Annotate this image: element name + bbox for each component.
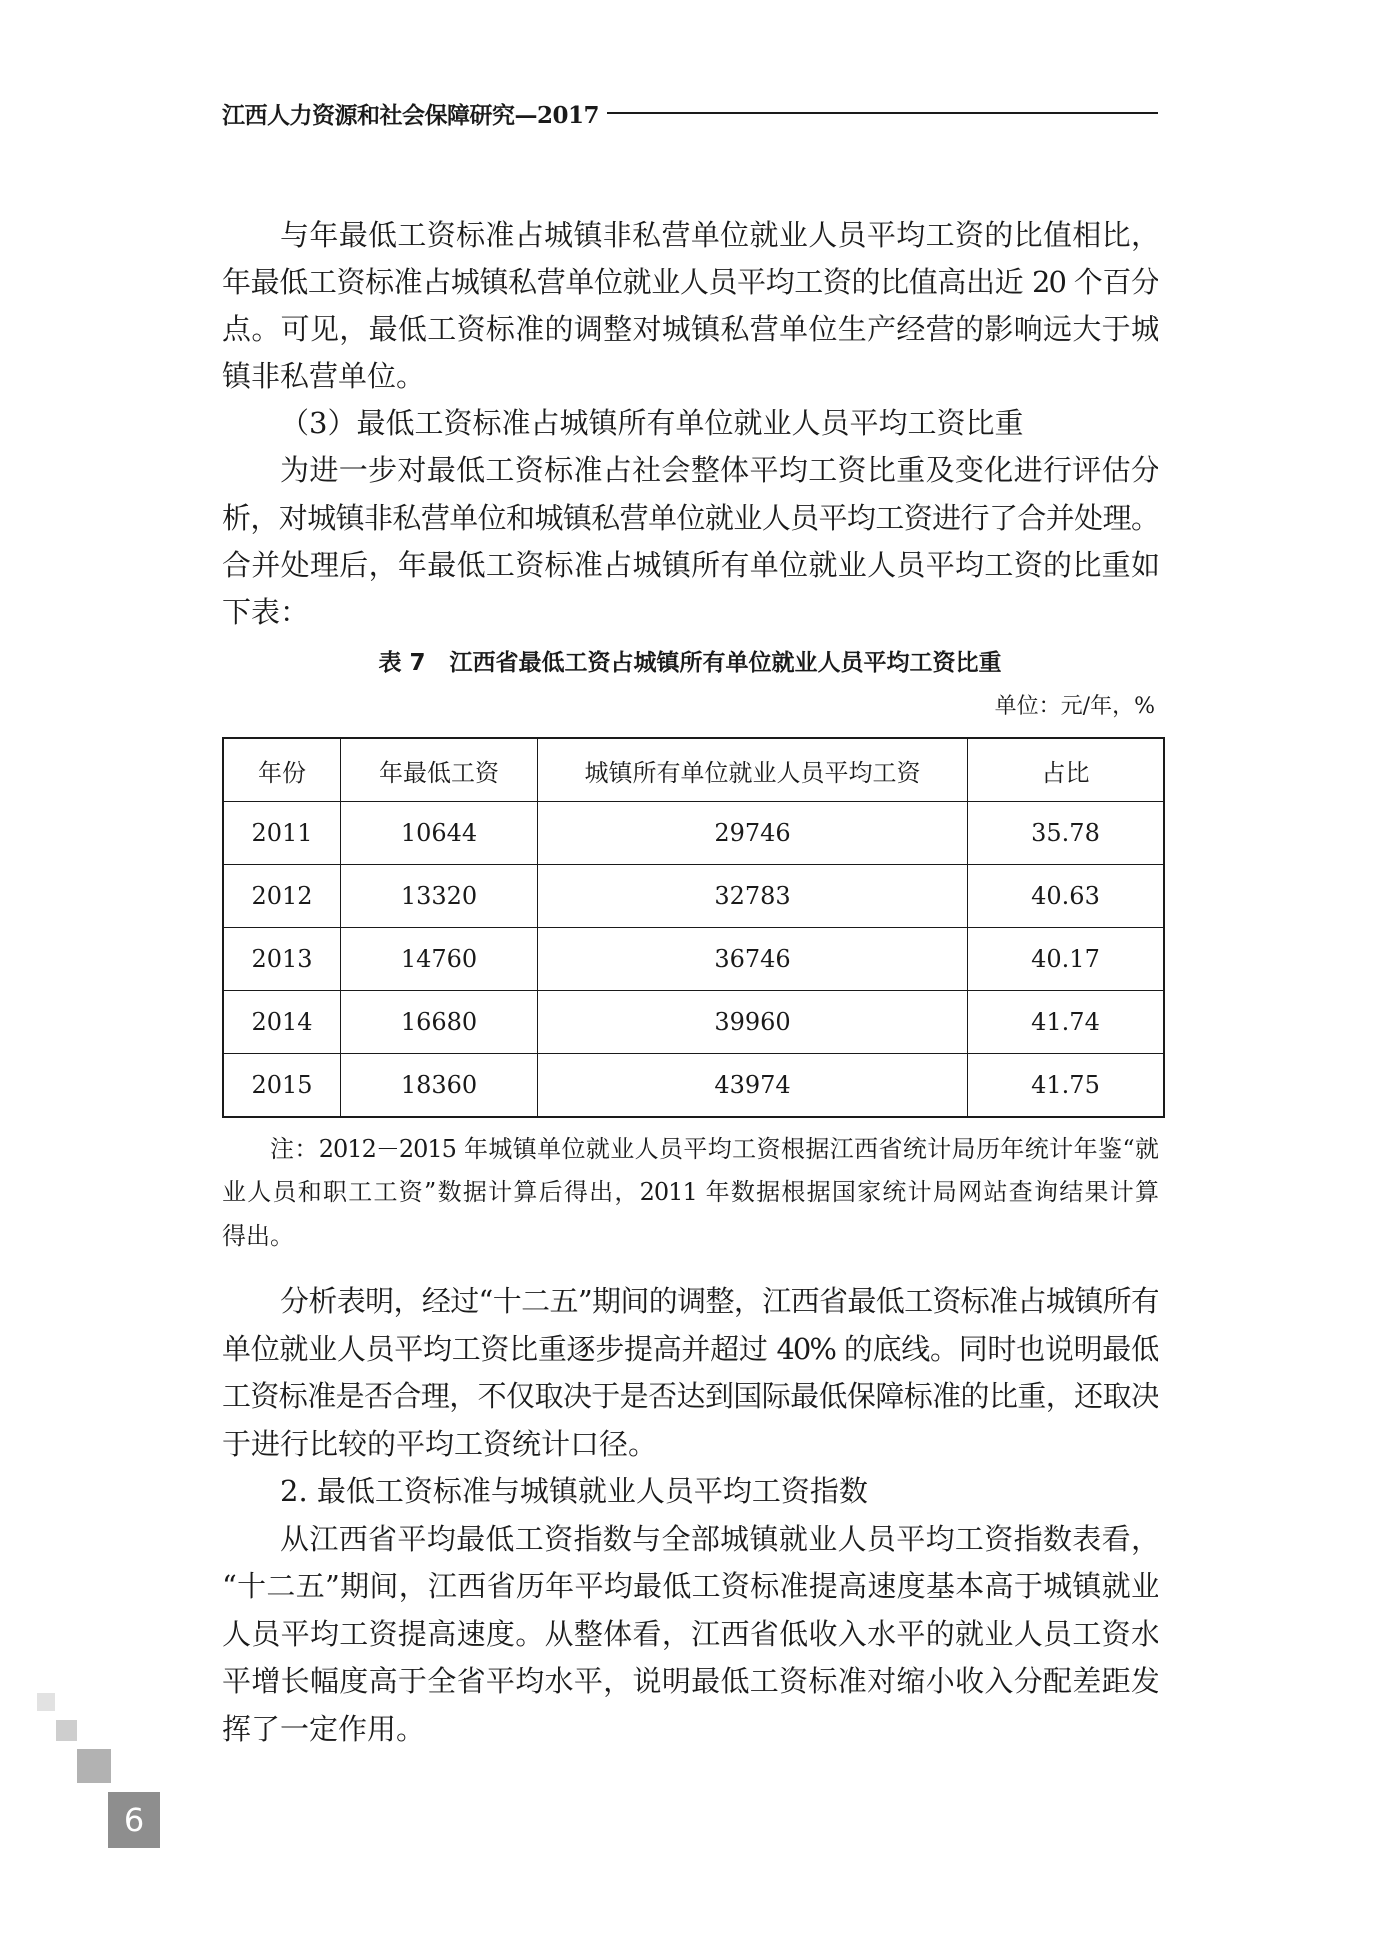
note-line: 注：2012－2015 年城镇单位就业人员平均工资根据江西省统计局历年统计年鉴“就	[270, 1135, 1158, 1163]
cell-ratio: 41.75	[968, 1054, 1165, 1118]
cell-year: 2012	[223, 865, 341, 928]
body-section-bottom	[222, 1278, 1158, 1753]
paragraph-analysis	[222, 1278, 1158, 1468]
note-line: 业人员和职工工资”数据计算后得出，2011 年数据根据国家统计局网站查询结果计算	[222, 1178, 1158, 1207]
paragraph-line: 合并处理后，年最低工资标准占城镇所有单位就业人员平均工资的比重如	[222, 547, 1158, 582]
paragraph-line: “十二五”期间，江西省历年平均最低工资标准提高速度基本高于城镇就业	[222, 1569, 1158, 1603]
cell-min-wage: 13320	[341, 865, 538, 928]
note-line: 得出。	[222, 1221, 294, 1250]
table-row	[223, 865, 1164, 928]
running-head	[222, 97, 1158, 129]
paragraph-line: 点。可见，最低工资标准的调整对城镇私营单位生产经营的影响远大于城	[222, 312, 1158, 347]
column-header-avg-wage: 城镇所有单位就业人员平均工资	[538, 738, 968, 802]
column-header-ratio: 占比	[968, 738, 1165, 802]
paragraph-line: 挥了一定作用。	[222, 1711, 426, 1746]
table-head	[223, 738, 1164, 802]
running-head-title: 江西人力资源和社会保障研究—2017	[222, 101, 600, 129]
cell-year: 2013	[223, 928, 341, 991]
paragraph-line: 平增长幅度高于全省平均水平，说明最低工资标准对缩小收入分配差距发	[222, 1664, 1158, 1698]
paragraph-line: 年最低工资标准占城镇私营单位就业人员平均工资的比值高出近 20 个百分	[222, 265, 1158, 300]
column-header-year: 年份	[223, 738, 341, 802]
table-header-row	[223, 738, 1164, 802]
table-row	[223, 802, 1164, 865]
cell-year: 2014	[223, 991, 341, 1054]
wage-ratio-table	[222, 737, 1165, 1118]
subheading-2: 2. 最低工资标准与城镇就业人员平均工资指数	[280, 1474, 868, 1508]
cell-min-wage: 16680	[341, 991, 538, 1054]
paragraph-wage-index	[222, 1516, 1158, 1754]
table-row	[223, 928, 1164, 991]
cell-min-wage: 18360	[341, 1054, 538, 1118]
cell-avg-wage: 39960	[538, 991, 968, 1054]
column-header-min-wage: 年最低工资	[341, 738, 538, 802]
paragraph-line: 镇非私营单位。	[222, 359, 426, 394]
cell-ratio: 40.63	[968, 865, 1165, 928]
paragraph-line: 下表：	[222, 594, 310, 629]
cell-min-wage: 14760	[341, 928, 538, 991]
page-number-box	[108, 1792, 160, 1848]
body-section-top	[222, 212, 1158, 636]
cell-avg-wage: 36746	[538, 928, 968, 991]
table-number: 表 7	[378, 650, 426, 676]
cell-avg-wage: 43974	[538, 1054, 968, 1118]
paragraph-line: 为进一步对最低工资标准占社会整体平均工资比重及变化进行评估分	[280, 453, 1158, 488]
cell-ratio: 40.17	[968, 928, 1165, 991]
paragraph-line: 单位就业人员平均工资比重逐步提高并超过 40% 的底线。同时也说明最低	[222, 1331, 1158, 1366]
cell-ratio: 41.74	[968, 991, 1165, 1054]
table-caption	[222, 649, 1158, 677]
paragraph-merge-processing	[222, 447, 1158, 635]
table-body	[223, 802, 1164, 1118]
paragraph-private-ratio-comparison	[222, 212, 1158, 400]
paragraph-line: 工资标准是否合理，不仅取决于是否达到国际最低保障标准的比重，还取决	[222, 1379, 1158, 1413]
paragraph-line: 与年最低工资标准占城镇非私营单位就业人员平均工资的比值相比，	[280, 218, 1158, 252]
cell-year: 2011	[223, 802, 341, 865]
cell-avg-wage: 32783	[538, 865, 968, 928]
corner-square-medium	[56, 1720, 77, 1741]
cell-year: 2015	[223, 1054, 341, 1118]
running-head-rule	[607, 112, 1158, 114]
paragraph-line: 从江西省平均最低工资指数与全部城镇就业人员平均工资指数表看，	[280, 1521, 1158, 1556]
paragraph-line: 分析表明，经过“十二五”期间的调整，江西省最低工资标准占城镇所有	[280, 1284, 1158, 1318]
table-row	[223, 991, 1164, 1054]
page-number: 6	[123, 1801, 145, 1839]
table-note	[222, 1128, 1158, 1258]
table-title: 江西省最低工资占城镇所有单位就业人员平均工资比重	[449, 650, 1002, 676]
table-row	[223, 1054, 1164, 1118]
corner-square-small	[37, 1693, 55, 1711]
paragraph-line: 于进行比较的平均工资统计口径。	[222, 1426, 658, 1461]
cell-ratio: 35.78	[968, 802, 1165, 865]
corner-square-large	[77, 1749, 111, 1783]
subheading-3: （3）最低工资标准占城镇所有单位就业人员平均工资比重	[280, 406, 1024, 441]
cell-min-wage: 10644	[341, 802, 538, 865]
cell-avg-wage: 29746	[538, 802, 968, 865]
paragraph-line: 人员平均工资提高速度。从整体看，江西省低收入水平的就业人员工资水	[222, 1616, 1158, 1651]
paragraph-line: 析，对城镇非私营单位和城镇私营单位就业人员平均工资进行了合并处理。	[222, 500, 1158, 535]
table-unit: 单位：元/年，%	[994, 694, 1155, 719]
